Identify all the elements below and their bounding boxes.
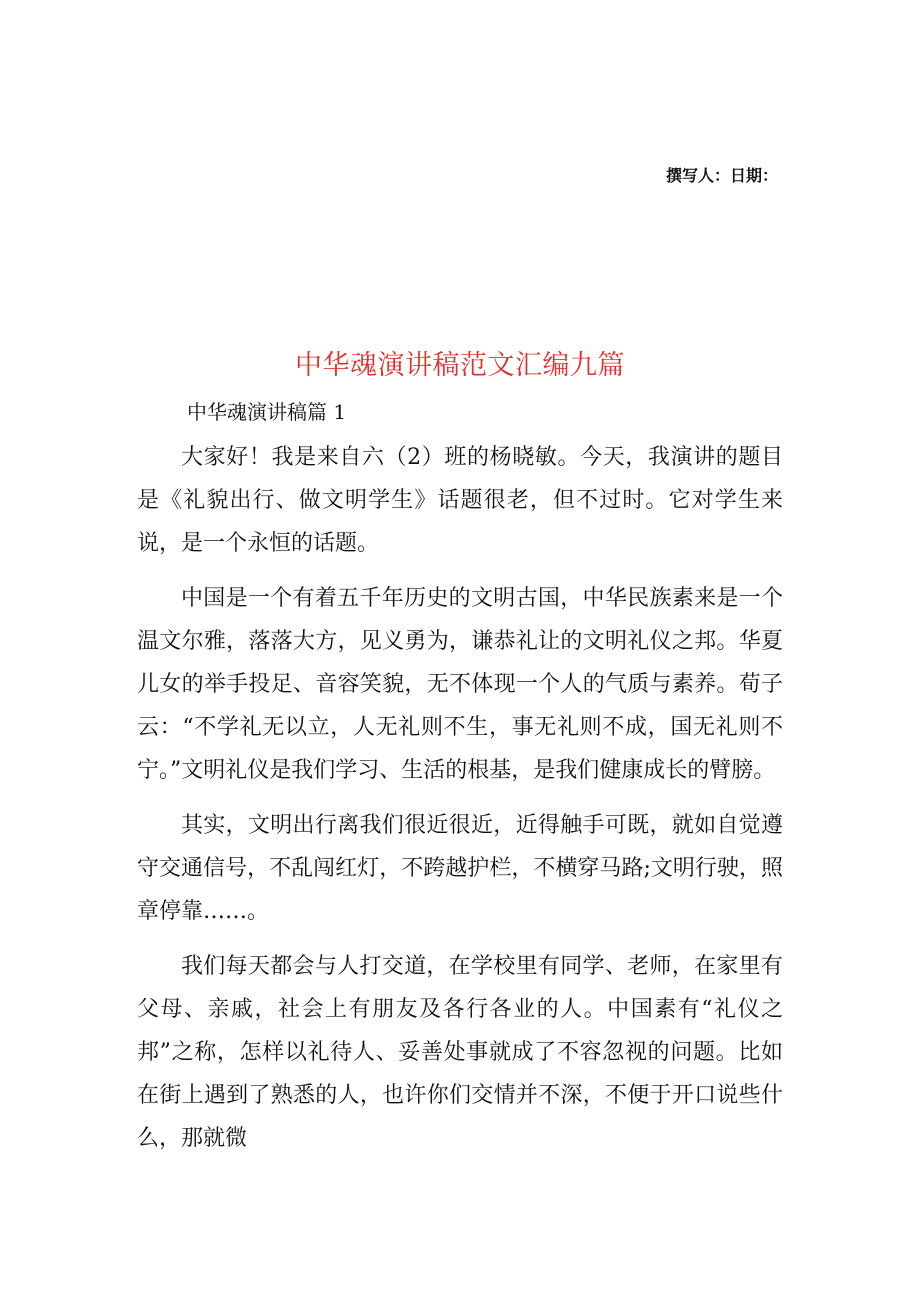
paragraph-2: 中国是一个有着五千年历史的文明古国，中华民族素来是一个温文尔雅，落落大方，见义勇为，谦恭礼让的文明礼仪之邦。华夏儿女的举手投足、音容笑貌，无不体现一个人的气质与素养。荀子云：“不学礼无以立，人无礼则不生，事无礼则不成，国无礼则不宁。”文明礼仪是我们学习、生活的根基，是我们健康成长的臂膀。 — [137, 586, 783, 783]
paragraph-1: 大家好！我是来自六（2）班的杨晓敏。今天，我演讲的题目是《礼貌出行、做文明学生》话题很老，但不过时。它对学生来说，是一个永恒的话题。 — [137, 445, 783, 556]
paragraph-3: 其实，文明出行离我们很近很近，近得触手可既，就如自觉遵守交通信号，不乱闯红灯，不跨越护栏，不横穿马路;文明行驶，照章停靠……。 — [137, 813, 783, 924]
document-title: 中华魂演讲稿范文汇编九篇 — [295, 350, 625, 381]
author-date-line: 撰写人：日期： — [665, 166, 778, 185]
document-body — [137, 436, 783, 1172]
section-heading: 中华魂演讲稿篇 1 — [187, 400, 347, 424]
paragraph-4: 我们每天都会与人打交道，在学校里有同学、老师，在家里有父母、亲戚，社会上有朋友及各行各业的人。中国素有“礼仪之邦”之称，怎样以礼待人、妥善处事就成了不容忽视的问题。比如在街上遇到了熟悉的人，也许你们交情并不深，不便于开口说些什么，那就微 — [137, 954, 783, 1151]
